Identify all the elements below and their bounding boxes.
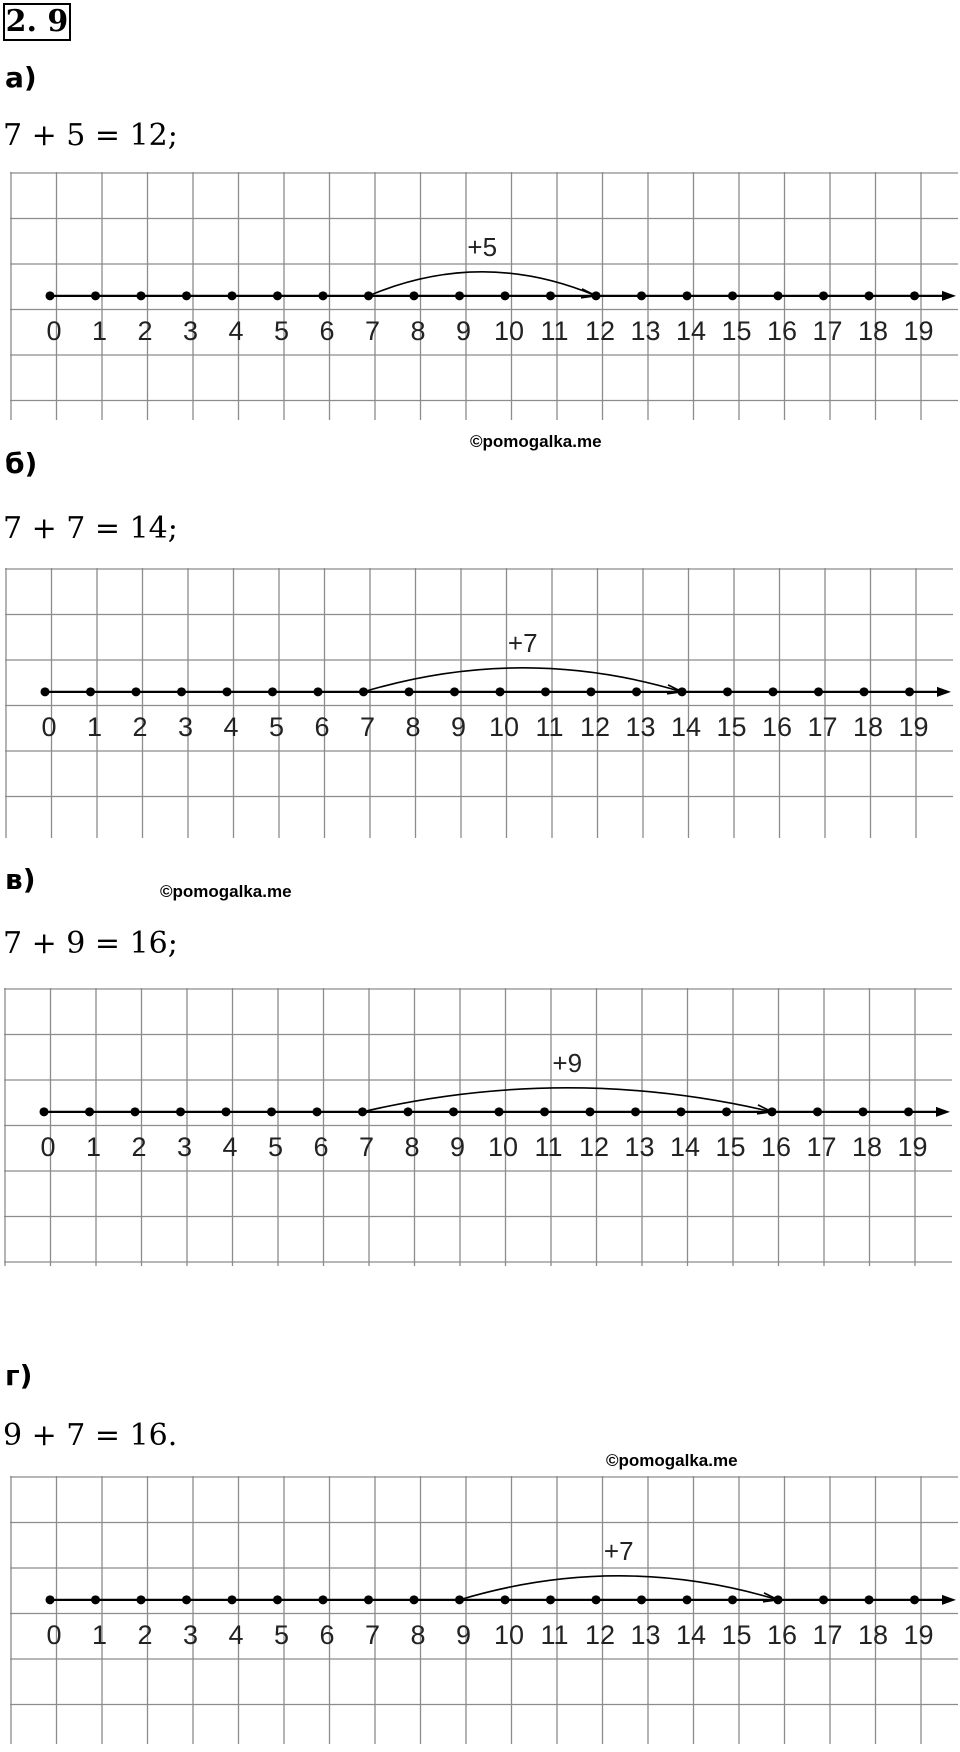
number-point [587,687,596,696]
number-point [46,1595,55,1604]
number-point [723,687,732,696]
tick-label: 11 [540,1619,569,1650]
number-point [819,291,828,300]
grid-paper [10,1476,958,1744]
number-line-v [4,988,952,1266]
number-point [541,687,550,696]
tick-label: 12 [584,1619,616,1650]
tick-label: 5 [268,711,285,742]
tick-label: 5 [273,315,290,346]
number-point [91,1595,100,1604]
number-point [540,1107,549,1116]
number-point [176,1107,185,1116]
tick-label: 1 [91,1619,108,1650]
tick-label: 7 [359,711,376,742]
number-point [865,291,874,300]
tick-label: 3 [182,315,199,346]
number-point [268,687,277,696]
tick-label: 6 [313,1131,329,1162]
number-point [677,1107,686,1116]
tick-label: 13 [630,1619,661,1650]
number-point [40,1107,49,1116]
equation-b: 7 + 7 = 14; [3,511,178,546]
tick-label: 12 [578,1131,610,1162]
tick-label: 12 [579,711,611,742]
number-point [182,1595,191,1604]
tick-label: 14 [675,1619,707,1650]
tick-label: 10 [488,711,520,742]
number-point [182,291,191,300]
number-point [819,1595,828,1604]
step-label: +7 [507,627,538,658]
number-point [632,687,641,696]
number-point [683,291,692,300]
tick-label: 17 [806,1131,837,1162]
tick-label: 8 [405,711,421,742]
tick-label: 19 [897,1131,928,1162]
tick-label: 15 [716,711,747,742]
part-label-v: в) [5,863,36,896]
tick-label: 18 [852,711,884,742]
grid-paper [5,568,953,838]
number-point [910,291,919,300]
tick-label: 6 [319,315,335,346]
step-arc [363,1088,773,1112]
watermark: ©pomogalka.me [160,882,292,901]
number-point [405,687,414,696]
tick-label: 10 [487,1131,519,1162]
tick-label: 17 [812,315,843,346]
number-point [683,1595,692,1604]
watermark: ©pomogalka.me [470,432,602,451]
number-point [410,1595,419,1604]
number-point [131,1107,140,1116]
tick-label: 6 [319,1619,335,1650]
number-point [865,1595,874,1604]
tick-label: 9 [455,1619,472,1650]
number-point [364,291,373,300]
number-point [364,1595,373,1604]
tick-label: 8 [410,315,426,346]
number-point [228,291,237,300]
number-point [814,687,823,696]
number-point [501,291,510,300]
tick-label: 1 [86,711,103,742]
tick-label: 16 [761,711,793,742]
axis-arrow-icon [936,1107,950,1117]
tick-label: 18 [851,1131,883,1162]
tick-label: 3 [176,1131,193,1162]
number-point [637,291,646,300]
number-point [450,687,459,696]
number-point [177,687,186,696]
tick-label: 11 [540,315,569,346]
number-point [859,1107,868,1116]
step-label: +7 [603,1535,634,1566]
number-point [728,1595,737,1604]
number-point [905,687,914,696]
tick-label: 18 [857,1619,889,1650]
number-point [91,291,100,300]
number-line-b [5,568,953,838]
number-point [592,1595,601,1604]
tick-label: 15 [715,1131,746,1162]
tick-label: 19 [903,315,934,346]
tick-label: 7 [358,1131,375,1162]
number-point [449,1107,458,1116]
tick-label: 6 [314,711,330,742]
number-line-g [10,1476,958,1744]
tick-label: 8 [410,1619,426,1650]
tick-label: 2 [137,1619,153,1650]
number-point [501,1595,510,1604]
equation-v: 7 + 9 = 16; [3,926,178,961]
tick-label: 0 [46,315,62,346]
number-line-a [10,172,958,420]
number-point [455,291,464,300]
tick-label: 0 [40,1131,56,1162]
tick-label: 13 [625,711,656,742]
task-number: 2. 9 [3,3,71,41]
tick-label: 2 [132,711,148,742]
number-point [222,1107,231,1116]
number-point [319,291,328,300]
tick-label: 17 [807,711,838,742]
number-point [910,1595,919,1604]
tick-label: 15 [721,1619,752,1650]
tick-label: 11 [535,711,564,742]
step-label: +9 [552,1047,583,1078]
number-point [223,687,232,696]
number-point [496,687,505,696]
part-label-a: а) [5,61,37,94]
tick-label: 14 [675,315,707,346]
number-point [228,1595,237,1604]
number-point [404,1107,413,1116]
step-arc [369,272,597,296]
number-point [637,1595,646,1604]
tick-label: 16 [760,1131,792,1162]
number-point [546,1595,555,1604]
tick-label: 19 [903,1619,934,1650]
number-point [769,687,778,696]
number-point [267,1107,276,1116]
tick-label: 9 [455,315,472,346]
tick-label: 13 [624,1131,655,1162]
tick-label: 4 [228,1619,244,1650]
number-point [314,687,323,696]
axis-arrow-icon [942,1595,956,1605]
number-point [137,1595,146,1604]
number-point [860,687,869,696]
number-point [46,291,55,300]
number-point [904,1107,913,1116]
tick-label: 5 [267,1131,284,1162]
tick-label: 11 [534,1131,563,1162]
tick-label: 13 [630,315,661,346]
tick-label: 18 [857,315,889,346]
number-point [273,1595,282,1604]
number-point [410,291,419,300]
tick-label: 5 [273,1619,290,1650]
grid-paper [4,988,952,1266]
tick-label: 0 [41,711,57,742]
number-point [722,1107,731,1116]
tick-label: 7 [364,315,381,346]
axis-arrow-icon [942,291,956,301]
number-point [41,687,50,696]
tick-label: 4 [222,1131,238,1162]
tick-label: 2 [131,1131,147,1162]
number-point [774,291,783,300]
number-point [813,1107,822,1116]
tick-label: 1 [91,315,108,346]
tick-label: 12 [584,315,616,346]
tick-label: 14 [670,711,702,742]
number-point [313,1107,322,1116]
tick-label: 10 [493,315,525,346]
number-point [273,291,282,300]
watermark: ©pomogalka.me [606,1451,738,1470]
number-point [546,291,555,300]
number-point [85,1107,94,1116]
tick-label: 9 [450,711,467,742]
tick-label: 14 [669,1131,701,1162]
part-label-b: б) [5,447,38,480]
number-point [728,291,737,300]
number-point [137,291,146,300]
number-point [631,1107,640,1116]
tick-label: 10 [493,1619,525,1650]
equation-g: 9 + 7 = 16. [3,1418,178,1453]
tick-label: 17 [812,1619,843,1650]
part-label-g: г) [5,1359,33,1392]
number-point [132,687,141,696]
tick-label: 9 [449,1131,466,1162]
tick-label: 8 [404,1131,420,1162]
tick-label: 3 [182,1619,199,1650]
tick-label: 1 [85,1131,102,1162]
number-point [586,1107,595,1116]
number-point [495,1107,504,1116]
axis-arrow-icon [937,687,951,697]
tick-label: 16 [766,315,798,346]
equation-a: 7 + 5 = 12; [3,118,178,153]
tick-label: 7 [364,1619,381,1650]
tick-label: 0 [46,1619,62,1650]
number-point [86,687,95,696]
tick-label: 4 [228,315,244,346]
step-label: +5 [467,231,498,262]
tick-label: 16 [766,1619,798,1650]
tick-label: 3 [177,711,194,742]
tick-label: 4 [223,711,239,742]
tick-label: 15 [721,315,752,346]
tick-label: 2 [137,315,153,346]
tick-label: 19 [898,711,929,742]
number-point [319,1595,328,1604]
